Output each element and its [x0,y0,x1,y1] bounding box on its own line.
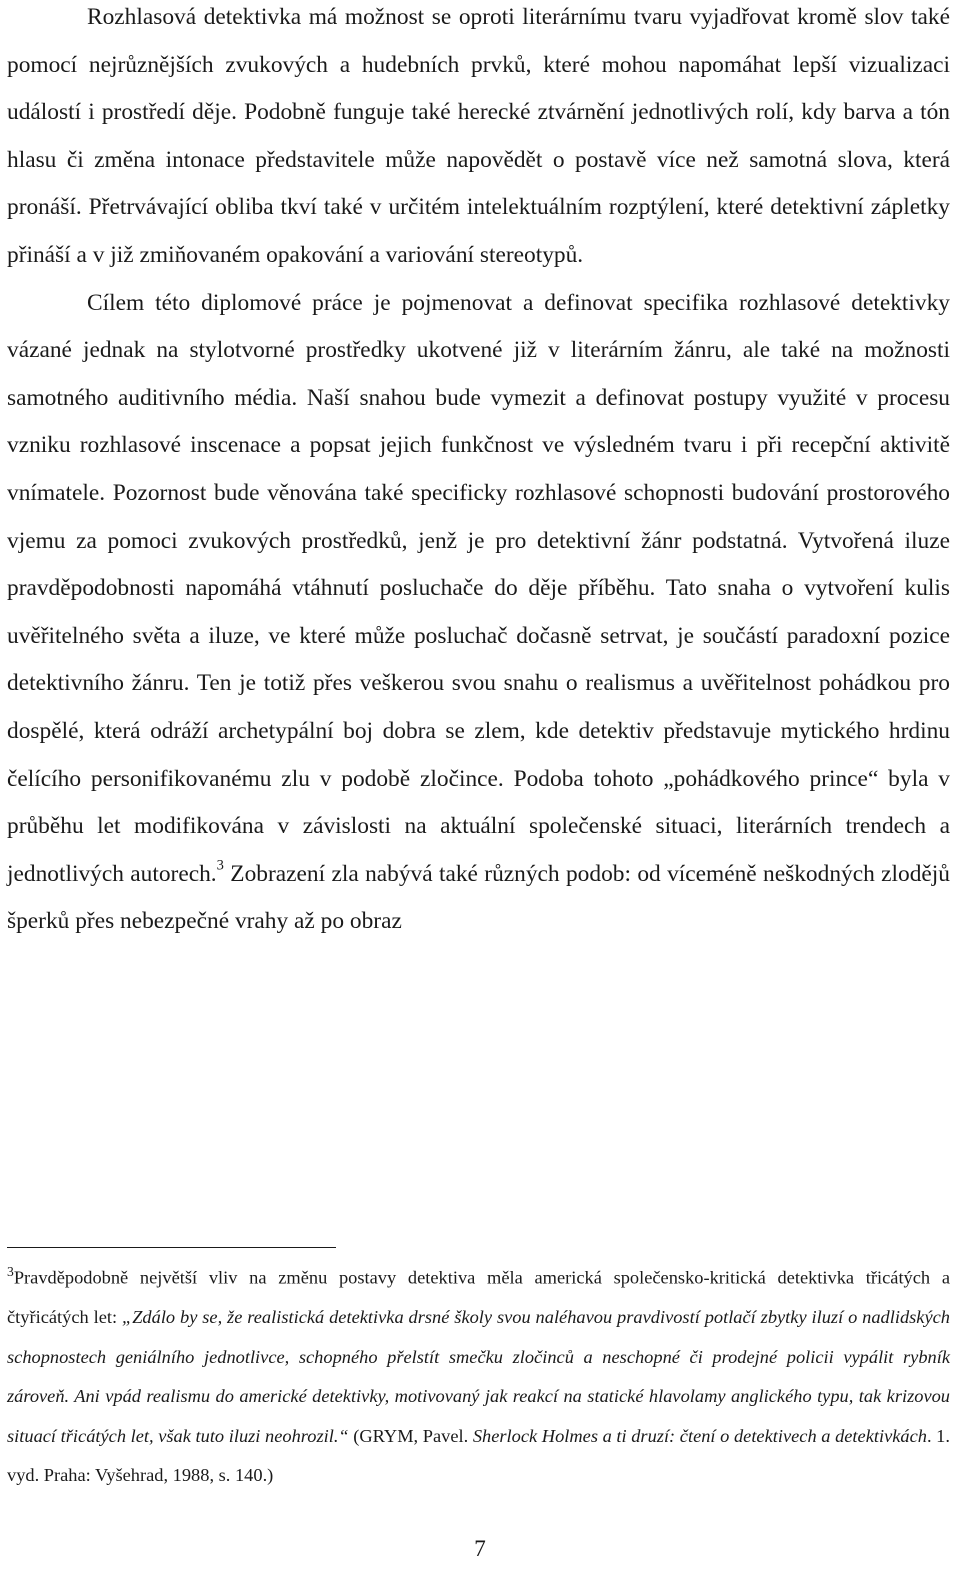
paragraph-2 [7,280,950,946]
paragraph-1-text: Rozhlasová detektivka má možnost se oproti literárnímu tvaru vyjadřovat kromě slov také pomocí nejrůznějších zvukových a hudebních prvků, které mohou napomáhat lepší vizualizaci událostí i prostředí děje. Podobně funguje také herecké ztvárnění jednotlivých rolí, kdy barva a tón hlasu či změna intonace představitele může napovědět o postavě více než samotná slova, která pronáší. Přetrvávající obliba tkví také v určitém intelektuálním rozptýlení, které detektivní zápletky přináší a v již zmiňovaném opakování a variování stereotypů. [7,4,950,268]
paragraph-2-text-b: Zobrazení zla nabývá také různých podob: od víceméně neškodných zlodějů šperků přes nebezpečné vrahy až po obraz [7,860,950,935]
footnote-separator [7,1247,336,1248]
footnote [7,1252,950,1496]
paragraph-2-text-a: Cílem této diplomové práce je pojmenovat a definovat specifika rozhlasové detektivky vázané jednak na stylotvorné prostředky ukotvené již v literárním žánru, ale také na možnosti samotného auditivního média. Naší snahou bude vymezit a definovat postupy využité v procesu vzniku rozhlasové inscenace a popsat jejich funkčnost ve výsledném tvaru i při recepční aktivitě vnímatele. Pozornost bude věnována také specificky rozhlasové schopnosti budování prostorového vjemu za pomoci zvukových prostředků, jenž je pro detektivní žánr podstatná. Vytvořená iluze pravděpodobnosti napomáhá vtáhnutí posluchače do děje příběhu. Tato snaha o vytvoření kulis uvěřitelného světa a iluze, ve které může posluchač dočasně setrvat, je součástí paradoxní pozice detektivního žánru. Ten je totiž přes veškerou svou snahu o realismus a uvěřitelnost pohádkou pro dospělé, která odráží archetypální boj dobra se zlem, kde detektiv představuje mytického hrdinu čelícího personifikovanému zlu v podobě zločince. Podoba tohoto „pohádkového prince“ byla v průběhu let modifikována v závislosti na aktuální společenské situaci, literárních trendech a jednotlivých autorech. [7,289,950,887]
page-number: 7 [474,1536,486,1562]
body-text [7,0,950,946]
footnote-citation-lead: (GRYM, Pavel. [348,1425,473,1446]
footnote-citation-tail: . 1. vyd. Praha: Vyšehrad, 1988, s. 140.) [7,1425,950,1486]
footnote-lead: Pravděpodobně největší vliv na změnu postavy detektiva měla americká společensko-kritická detektivka třicátých a čtyřicátých let: [7,1267,950,1328]
paragraph-1 [7,0,950,280]
footnote-quote: „Zdálo by se, že realistická detektivka drsné školy svou naléhavou pravdivostí potlačí zbytky iluzí o nadlidských schopnostech geniálního jednotlivce, schopného přelstít smečku zločinců a neschopné či prodejné policii vypálit rybník zároveň. Ani vpád realismu do americké detektivky, motivovaný jak reakcí na statické hlavolamy anglického typu, tak krizovou situací třicátých let, však tuto iluzi neohrozil.“ [7,1307,950,1446]
footnote-citation-title: Sherlock Holmes a ti druzí: čtení o detektivech a detektivkách [472,1425,927,1446]
footnote-mark: 3 [7,1264,14,1279]
footnote-reference[interactable]: 3 [216,857,224,874]
